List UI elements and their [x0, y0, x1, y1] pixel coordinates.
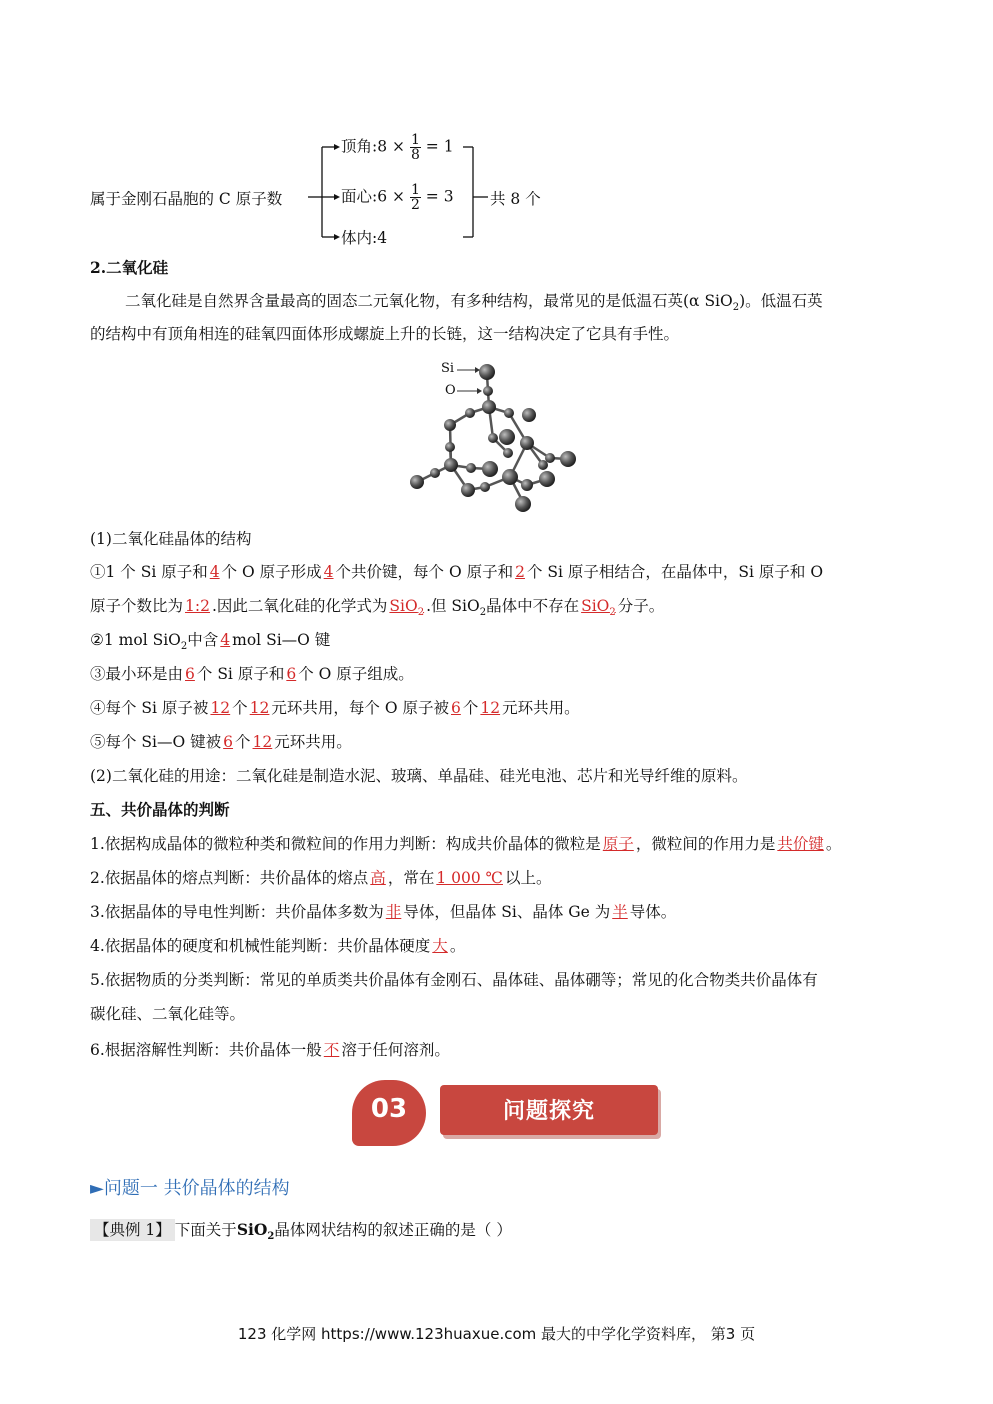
answer-blank: 1:2	[185, 597, 210, 615]
t: SiO	[389, 597, 418, 615]
sub: 2	[609, 607, 616, 619]
t: 个 O 原子形成	[221, 563, 322, 581]
t: .因此二氧化硅的化学式为	[211, 597, 388, 615]
judgement-6	[90, 1040, 450, 1060]
vertex-prefix: 顶角:8 ×	[341, 137, 405, 156]
sio2-structure-figure	[405, 355, 585, 520]
t: 中含	[187, 631, 219, 649]
structure-item5	[90, 732, 352, 752]
t: 导体。	[629, 903, 677, 921]
answer-blank	[387, 596, 426, 619]
total-label: 共 8 个	[490, 190, 541, 208]
judgement-3	[90, 902, 676, 922]
t: ②1 mol SiO	[90, 631, 181, 649]
vertex-fraction	[410, 133, 421, 162]
t: 个共价键，每个 O 原子和	[335, 563, 514, 581]
t: 导体，但晶体 Si、晶体 Ge 为	[403, 903, 611, 921]
t: SiO	[581, 597, 610, 615]
t: 2.依据晶体的熔点判断：共价晶体的熔点	[90, 869, 369, 887]
structure-item1-line2	[90, 596, 665, 619]
answer-blank: 1 000 ℃	[436, 869, 503, 887]
si-label: Si	[441, 361, 455, 376]
para1-sub: 2	[732, 302, 740, 314]
sub: 2	[417, 607, 425, 619]
t: 晶体网状结构的叙述正确的是	[274, 1221, 476, 1239]
t: 元环共用，每个 O 原子被	[271, 699, 449, 717]
t: 个	[462, 699, 479, 717]
t: ⑤每个 Si—O 键被	[90, 733, 222, 751]
t: 原子个数比为	[90, 597, 184, 615]
t: 下面关于	[174, 1221, 237, 1239]
t: 以上。	[504, 869, 552, 887]
body-row: 体内:4	[341, 229, 388, 247]
t: 4.依据晶体的硬度和机械性能判断：共价晶体硬度	[90, 937, 431, 955]
answer-blank: 2	[515, 563, 525, 581]
face-result: = 3	[425, 187, 454, 206]
answer-blank: 12	[210, 699, 231, 717]
section-heading-sio2: 2.二氧化硅	[90, 258, 169, 277]
para1-end: )。低温石英	[739, 292, 823, 310]
t: ③最小环是由	[90, 665, 184, 683]
sio2-uses: (2)二氧化硅的用途：二氧化硅是制造水泥、玻璃、单晶硅、硅光电池、芯片和光导纤维的原料。	[90, 767, 748, 785]
section5-heading: 五、共价晶体的判断	[90, 800, 230, 819]
sio2-paragraph-line2: 的结构中有顶角相连的硅氧四面体形成螺旋上升的长链，这一结构决定了它具有手性。	[90, 325, 680, 343]
sio2-paragraph-line1	[125, 291, 823, 314]
t: 1.依据构成晶体的微粒种类和微粒间的作用力判断：构成共价晶体的微粒是	[90, 835, 601, 853]
example-tag: 【典例 1】	[90, 1219, 175, 1241]
judgement-5-line2: 碳化硅、二氧化硅等。	[90, 1005, 246, 1023]
t: ④每个 Si 原子被	[90, 699, 209, 717]
t: 6.根据溶解性判断：共价晶体一般	[90, 1041, 322, 1059]
judgement-2	[90, 868, 551, 888]
page-footer: 123 化学网 https://www.123huaxue.com 最大的中学化学资料库， 第3 页	[237, 1325, 756, 1343]
answer-blank: 12	[252, 733, 273, 751]
t: 个	[235, 733, 251, 751]
sub: 2	[479, 607, 487, 619]
judgement-4	[90, 936, 465, 956]
t: ，常在	[387, 869, 435, 887]
answer-blank: 12	[480, 699, 501, 717]
answer-blank: 6	[450, 699, 461, 717]
structure-item3	[90, 664, 414, 684]
answer-blank: 4	[220, 631, 231, 649]
question-title: ►问题一 共价晶体的结构	[90, 1178, 290, 1199]
answer-blank: 非	[385, 903, 402, 921]
example-formula	[236, 1220, 275, 1243]
judgement-5-line1: 5.依据物质的分类判断：常见的单质类共价晶体有金刚石、晶体硅、晶体硼等；常见的化合物类共价晶体有	[90, 971, 818, 989]
t: 溶于任何溶剂。	[341, 1041, 450, 1059]
judgement-1	[90, 834, 841, 854]
answer-blank: 高	[370, 869, 386, 887]
answer-blank: 6	[185, 665, 195, 683]
face-row	[341, 183, 454, 212]
t: 分子。	[617, 597, 665, 615]
para1-text: 二氧化硅是自然界含量最高的固态二元氧化物，有多种结构，最常见的是低温石英(α SiO	[125, 292, 733, 310]
structure-item1-line1	[90, 562, 823, 582]
answer-blank: 6	[286, 665, 297, 683]
structure-item2	[90, 630, 331, 653]
diamond-c-count-diagram	[90, 125, 560, 250]
structure-item4	[90, 698, 580, 718]
answer-blank: 12	[249, 699, 270, 717]
diagram-label: 属于金刚石晶胞的 C 原子数	[90, 190, 283, 208]
t: 。	[825, 835, 842, 853]
face-prefix: 面心:6 ×	[341, 187, 405, 206]
vertex-result: = 1	[425, 137, 454, 156]
answer-paren: （ ）	[475, 1221, 512, 1239]
vertex-numerator: 1	[410, 132, 420, 148]
answer-blank: 半	[612, 903, 628, 921]
vertex-denominator: 8	[410, 147, 420, 163]
t: 晶体中不存在	[486, 597, 580, 615]
face-numerator: 1	[410, 182, 420, 198]
t: 个 O 原子组成。	[298, 665, 414, 683]
example-1	[90, 1220, 512, 1243]
t: ，微粒间的作用力是	[635, 835, 776, 853]
answer-blank: 4	[323, 563, 334, 581]
vertex-row	[341, 133, 454, 162]
answer-blank: 6	[223, 733, 234, 751]
answer-blank	[579, 596, 618, 619]
t: 元环共用。	[274, 733, 352, 751]
answer-blank: 不	[323, 1041, 340, 1059]
t: 个	[232, 699, 248, 717]
t: ①1 个 Si 原子和	[90, 563, 208, 581]
t: 3.依据晶体的导电性判断：共价晶体多数为	[90, 903, 384, 921]
sub: 2	[180, 641, 188, 653]
answer-blank: 大	[432, 937, 448, 955]
structure-heading: (1)二氧化硅晶体的结构	[90, 530, 252, 548]
face-fraction	[410, 183, 421, 212]
sub: 2	[267, 1231, 275, 1243]
t: 个 Si 原子相结合，在晶体中，Si 原子和 O	[526, 563, 824, 581]
section-number: 03	[370, 1094, 408, 1124]
t: 个 Si 原子和	[196, 665, 285, 683]
sio2-structure-svg	[405, 355, 585, 520]
t: .但 SiO	[426, 597, 480, 615]
answer-blank: 原子	[602, 835, 634, 853]
t: 元环共用。	[502, 699, 580, 717]
face-denominator: 2	[410, 197, 420, 213]
answer-blank: 4	[209, 563, 220, 581]
answer-blank: 共价键	[777, 835, 824, 853]
t: 。	[449, 937, 466, 955]
section-title: 问题探究	[502, 1099, 595, 1124]
t: mol Si—O 键	[232, 631, 331, 649]
o-label: O	[445, 383, 456, 398]
t: SiO	[236, 1220, 268, 1239]
